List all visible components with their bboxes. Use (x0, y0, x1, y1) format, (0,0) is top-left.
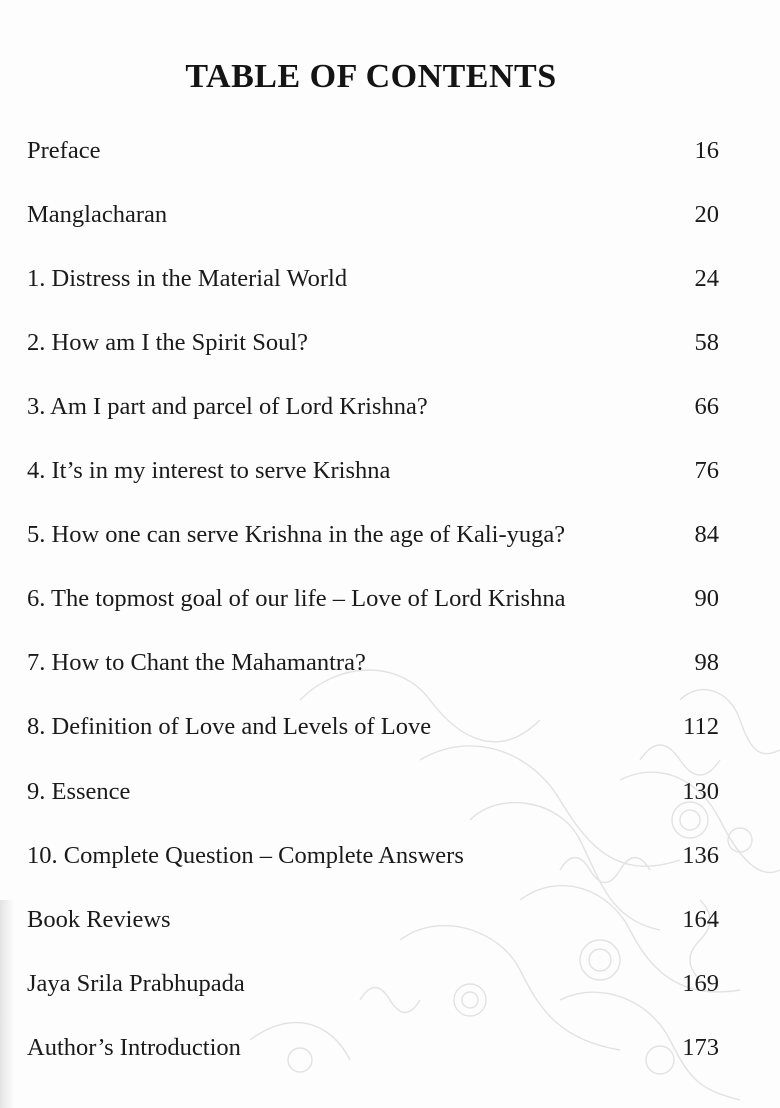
toc-entry-page: 173 (682, 1034, 719, 1061)
page-edge-shadow (0, 900, 14, 1108)
toc-entry-title: 3. Am I part and parcel of Lord Krishna? (27, 393, 428, 420)
toc-entry-title: 6. The topmost goal of our life – Love of Lord Krishna (27, 585, 566, 612)
toc-entry-title: 8. Definition of Love and Levels of Love (27, 713, 432, 740)
toc-entry-chapter-8[interactable] (27, 709, 719, 745)
toc-entry-page: 76 (694, 457, 719, 484)
toc-entry-chapter-2[interactable] (27, 325, 719, 361)
toc-entry-page: 58 (694, 329, 719, 356)
toc-entry-page: 164 (682, 906, 719, 933)
toc-entry-chapter-9[interactable] (27, 774, 719, 810)
toc-entry-title: 7. How to Chant the Mahamantra? (27, 649, 366, 676)
toc-entry-chapter-10[interactable] (27, 838, 719, 874)
toc-entry-page: 66 (694, 393, 719, 420)
toc-entry-chapter-5[interactable] (27, 517, 719, 553)
toc-entry-page: 169 (682, 970, 719, 997)
toc-entry-jaya-srila-prabhupada[interactable] (27, 966, 719, 1002)
toc-entry-page: 136 (682, 842, 719, 869)
toc-entry-title: 9. Essence (27, 778, 131, 805)
toc-entry-title: Preface (27, 137, 101, 164)
toc-entry-title: Manglacharan (27, 201, 168, 228)
toc-entry-preface[interactable] (27, 133, 719, 169)
toc-entry-title: Author’s Introduction (27, 1034, 241, 1061)
toc-entry-page: 112 (683, 713, 719, 740)
toc-entry-chapter-7[interactable] (27, 645, 719, 681)
toc-entry-title: Jaya Srila Prabhupada (27, 970, 245, 997)
toc-entry-title: 1. Distress in the Material World (27, 265, 348, 292)
toc-entry-title: 5. How one can serve Krishna in the age of Kali-yuga? (27, 521, 566, 548)
toc-entry-page: 84 (694, 521, 719, 548)
toc-entry-chapter-6[interactable] (27, 581, 719, 617)
toc-entry-title: Book Reviews (27, 906, 171, 933)
toc-entry-chapter-1[interactable] (27, 261, 719, 297)
toc-entry-title: 10. Complete Question – Complete Answers (27, 842, 464, 869)
toc-entry-title: 4. It’s in my interest to serve Krishna (27, 457, 391, 484)
toc-entry-page: 16 (694, 137, 719, 164)
toc-entry-authors-introduction[interactable] (27, 1030, 719, 1066)
toc-entry-page: 20 (694, 201, 719, 228)
toc-entry-page: 130 (682, 778, 719, 805)
toc-entry-manglacharan[interactable] (27, 197, 719, 233)
toc-entry-book-reviews[interactable] (27, 902, 719, 938)
toc-entry-title: 2. How am I the Spirit Soul? (27, 329, 309, 356)
page-title: TABLE OF CONTENTS (185, 58, 557, 95)
toc-entry-chapter-3[interactable] (27, 389, 719, 425)
toc-entry-chapter-4[interactable] (27, 453, 719, 489)
toc-entry-page: 90 (694, 585, 719, 612)
toc-entry-page: 24 (694, 265, 719, 292)
toc-entry-page: 98 (694, 649, 719, 676)
